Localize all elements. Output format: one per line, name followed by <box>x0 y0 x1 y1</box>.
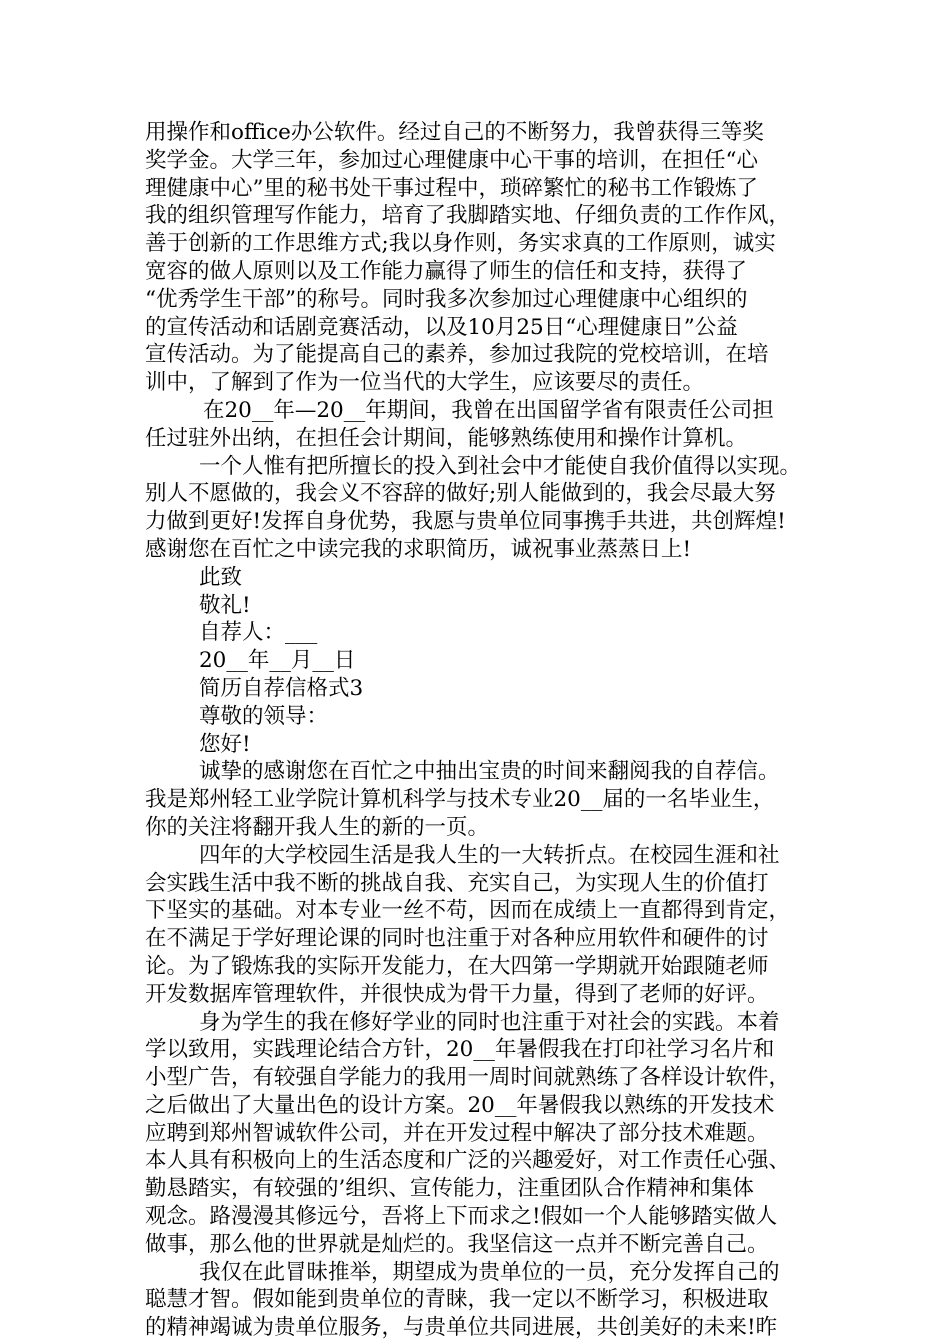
text-line: 之后做出了大量出色的设计方案。20__年暑假我以熟练的开发技术 <box>145 1092 775 1118</box>
text-line: 在20__年—20__年期间，我曾在出国留学省有限责任公司担 <box>203 397 774 423</box>
text-line: 诚挚的感谢您在百忙之中抽出宝贵的时间来翻阅我的自荐信。 <box>199 759 780 785</box>
text-line: 您好! <box>199 731 251 757</box>
text-line: 身为学生的我在修好学业的同时也注重于对社会的实践。本着 <box>199 1009 780 1035</box>
text-line: 奖学金。大学三年，参加过心理健康中心干事的培训，在担任“心 <box>145 147 758 173</box>
text-line: 应聘到郑州智诚软件公司，并在开发过程中解决了部分技术难题。 <box>145 1120 769 1146</box>
text-line: 做事，那么他的世界就是灿烂的。我坚信这一点并不断完善自己。 <box>145 1231 769 1257</box>
text-line: 用操作和office办公软件。经过自己的不断努力，我曾获得三等奖 <box>145 120 764 145</box>
text-line: 在不满足于学好理论课的同时也注重于对各种应用软件和硬件的讨 <box>145 926 769 952</box>
text-line: 善于创新的工作思维方式;我以身作则，务实求真的工作原则，诚实 <box>145 231 776 257</box>
text-line: 开发数据库管理软件，并很快成为骨干力量，得到了老师的好评。 <box>145 981 769 1007</box>
text-line: 理健康中心”里的秘书处干事过程中，琐碎繁忙的秘书工作锻炼了 <box>145 175 758 201</box>
text-line: 勤恳踏实，有较强的’组织、宣传能力，注重团队合作精神和集体 <box>145 1176 754 1202</box>
text-line: 力做到更好!发挥自身优势，我愿与贵单位同事携手共进，共创辉煌! <box>145 509 786 535</box>
text-line: 会实践生活中我不断的挑战自我、充实自己，为实现人生的价值打 <box>145 870 769 896</box>
text-line: 下坚实的基础。对本专业一丝不苟，因而在成绩上一直都得到肯定， <box>145 898 791 924</box>
text-line: 宣传活动。为了能提高自己的素养，参加过我院的党校培训，在培 <box>145 342 769 368</box>
text-line: 小型广告，有较强自学能力的我用一周时间就熟练了各样设计软件， <box>145 1065 791 1091</box>
text-line: 别人不愿做的，我会义不容辞的做好;别人能做到的，我会尽最大努 <box>145 481 776 507</box>
text-line: 我的组织管理写作能力，培育了我脚踏实地、仔细负责的工作作风， <box>145 203 791 229</box>
text-line: 敬礼! <box>199 592 251 618</box>
text-line: 我仅在此冒昧推举，期望成为贵单位的一员，充分发挥自己的 <box>199 1259 780 1285</box>
text-line: 观念。路漫漫其修远兮，吾将上下而求之!假如一个人能够踏实做人 <box>145 1204 778 1230</box>
text-line: 四年的大学校园生活是我人生的一大转折点。在校园生涯和社 <box>199 842 780 868</box>
text-line: 尊敬的领导： <box>199 703 329 729</box>
text-line: 聪慧才智。假如能到贵单位的青睐，我一定以不断学习，积极进取 <box>145 1287 769 1313</box>
text-line: 论。为了锻炼我的实际开发能力，在大四第一学期就开始跟随老师 <box>145 953 769 979</box>
text-line: 你的关注将翻开我人生的新的一页。 <box>145 814 490 840</box>
text-line: 我是郑州轻工业学院计算机科学与技术专业20__届的一名毕业生， <box>145 787 775 813</box>
text-line: 训中，了解到了作为一位当代的大学生，应该要尽的责任。 <box>145 370 705 396</box>
text-line: 学以致用，实践理论结合方针，20__年暑假我在打印社学习名片和 <box>145 1037 775 1063</box>
text-line: 本人具有积极向上的生活态度和广泛的兴趣爱好，对工作责任心强、 <box>145 1148 791 1174</box>
document-body-text <box>145 119 825 1342</box>
text-line: 20__年__月__日 <box>199 648 356 674</box>
text-line: 任过驻外出纳，在担任会计期间，能够熟练使用和操作计算机。 <box>145 425 748 451</box>
text-line: 宽容的做人原则以及工作能力赢得了师生的信任和支持，获得了 <box>145 258 748 284</box>
text-line: 感谢您在百忙之中读完我的求职简历，诚祝事业蒸蒸日上! <box>145 536 692 562</box>
text-line: 的宣传活动和话剧竞赛活动，以及10月25日“心理健康日”公益 <box>145 314 738 340</box>
text-line: 此致 <box>199 564 243 590</box>
text-line: 一个人惟有把所擅长的投入到社会中才能使自我价值得以实现。 <box>199 453 802 479</box>
text-line: 简历自荐信格式3 <box>199 675 364 701</box>
text-line: “优秀学生干部”的称号。同时我多次参加过心理健康中心组织的 <box>145 286 748 312</box>
text-line: 自荐人：___ <box>199 620 318 646</box>
text-line: 的精神竭诚为贵单位服务，与贵单位共同进展，共创美好的未来!昨 <box>145 1315 778 1341</box>
